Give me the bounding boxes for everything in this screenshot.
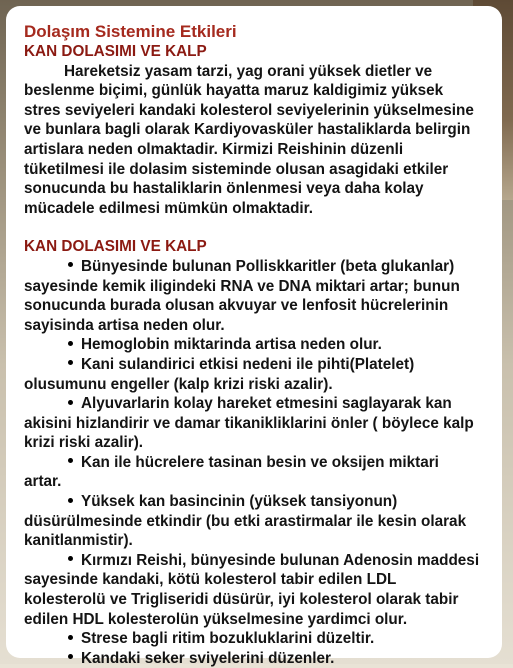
list-item-text: Strese bagli ritim bozukluklarini düzeltir. xyxy=(81,630,375,648)
list-item xyxy=(24,629,480,649)
list-item xyxy=(24,335,480,355)
section-heading: KAN DOLASIMI VE KALP xyxy=(24,238,207,256)
bullet-icon xyxy=(68,556,73,561)
intro-paragraph: Hareketsiz yasam tarzi, yag orani yüksek dietler ve beslenme biçimi, günlük hayatta maruz kaldigimiz yüksek stres seviyeleri kandaki kolesterol seviyelerinin yükselmesine ve bunlara bagli olarak Kardiyovasküler hastaliklarda belirgin artislara neden olmaktadir. Kirmizi Reishinin düzenli tüketilmesi ile dolasim sisteminde olusan asagidaki etkiler sonucunda bu hastaliklarin önlenmesi veya daha kolay mücadele edilmesi mümkün olmaktadir. xyxy=(24,62,474,217)
article xyxy=(24,22,480,668)
list-item xyxy=(24,394,480,453)
content-card xyxy=(6,6,502,667)
bullet-icon xyxy=(68,458,73,463)
bullet-icon xyxy=(68,360,73,365)
list-item-text: Kırmızı Reishi, bünyesinde bulunan Adenosin maddesi sayesinde kandaki, kötü kolesterol tabir edilen LDL kolesterolü ve Trigliseridi düsürür, iyi kolesterol olarak tabir edilen HDL kolesterolün yükselmesine yardimci olur. xyxy=(24,551,480,628)
list-item xyxy=(24,551,480,629)
list-item-text: Kandaki seker sviyelerini düzenler. xyxy=(81,649,335,667)
list-item-text: Hemoglobin miktarinda artisa neden olur. xyxy=(81,336,382,354)
list-item-text: Alyuvarlarin kolay hareket etmesini saglayarak kan akisini hizlandirir ve damar tikanikliklarini önler ( böylece kalp krizi riski azalir). xyxy=(24,395,474,452)
list-item xyxy=(24,257,480,335)
list-item xyxy=(24,649,480,668)
list-item xyxy=(24,492,480,551)
bullet-icon xyxy=(68,654,73,659)
article-title: Dolaşım Sistemine Etkileri xyxy=(24,22,237,41)
bullet-icon xyxy=(68,498,73,503)
list-item-text: Bünyesinde bulunan Polliskkaritler (beta glukanlar) sayesinde kemik iligindeki RNA ve DNA miktari artar; bunun sonucunda burada olusan akvuyar ve lenfosit hücrelerinin sayisinda artisa neden olur. xyxy=(24,257,460,334)
list-item-text: Kani sulandirici etkisi nedeni ile pihti(Platelet) olusumunu engeller (kalp krizi riski azalir). xyxy=(24,355,415,393)
effects-list xyxy=(24,257,480,668)
list-item xyxy=(24,355,480,394)
spacer xyxy=(24,218,480,237)
bullet-icon xyxy=(68,341,73,346)
list-item xyxy=(24,453,480,492)
list-item-text: Yüksek kan basincinin (yüksek tansiyonun) düsürülmesinde etkindir (bu etki arastirmalar ile kesin olarak kanitlanmistir). xyxy=(24,493,467,550)
bullet-icon xyxy=(68,262,73,267)
bullet-icon xyxy=(68,635,73,640)
section-heading: KAN DOLASIMI VE KALP xyxy=(24,43,207,60)
bullet-icon xyxy=(68,400,73,405)
list-item-text: Kan ile hücrelere tasinan besin ve oksijen miktari artar. xyxy=(24,453,439,491)
